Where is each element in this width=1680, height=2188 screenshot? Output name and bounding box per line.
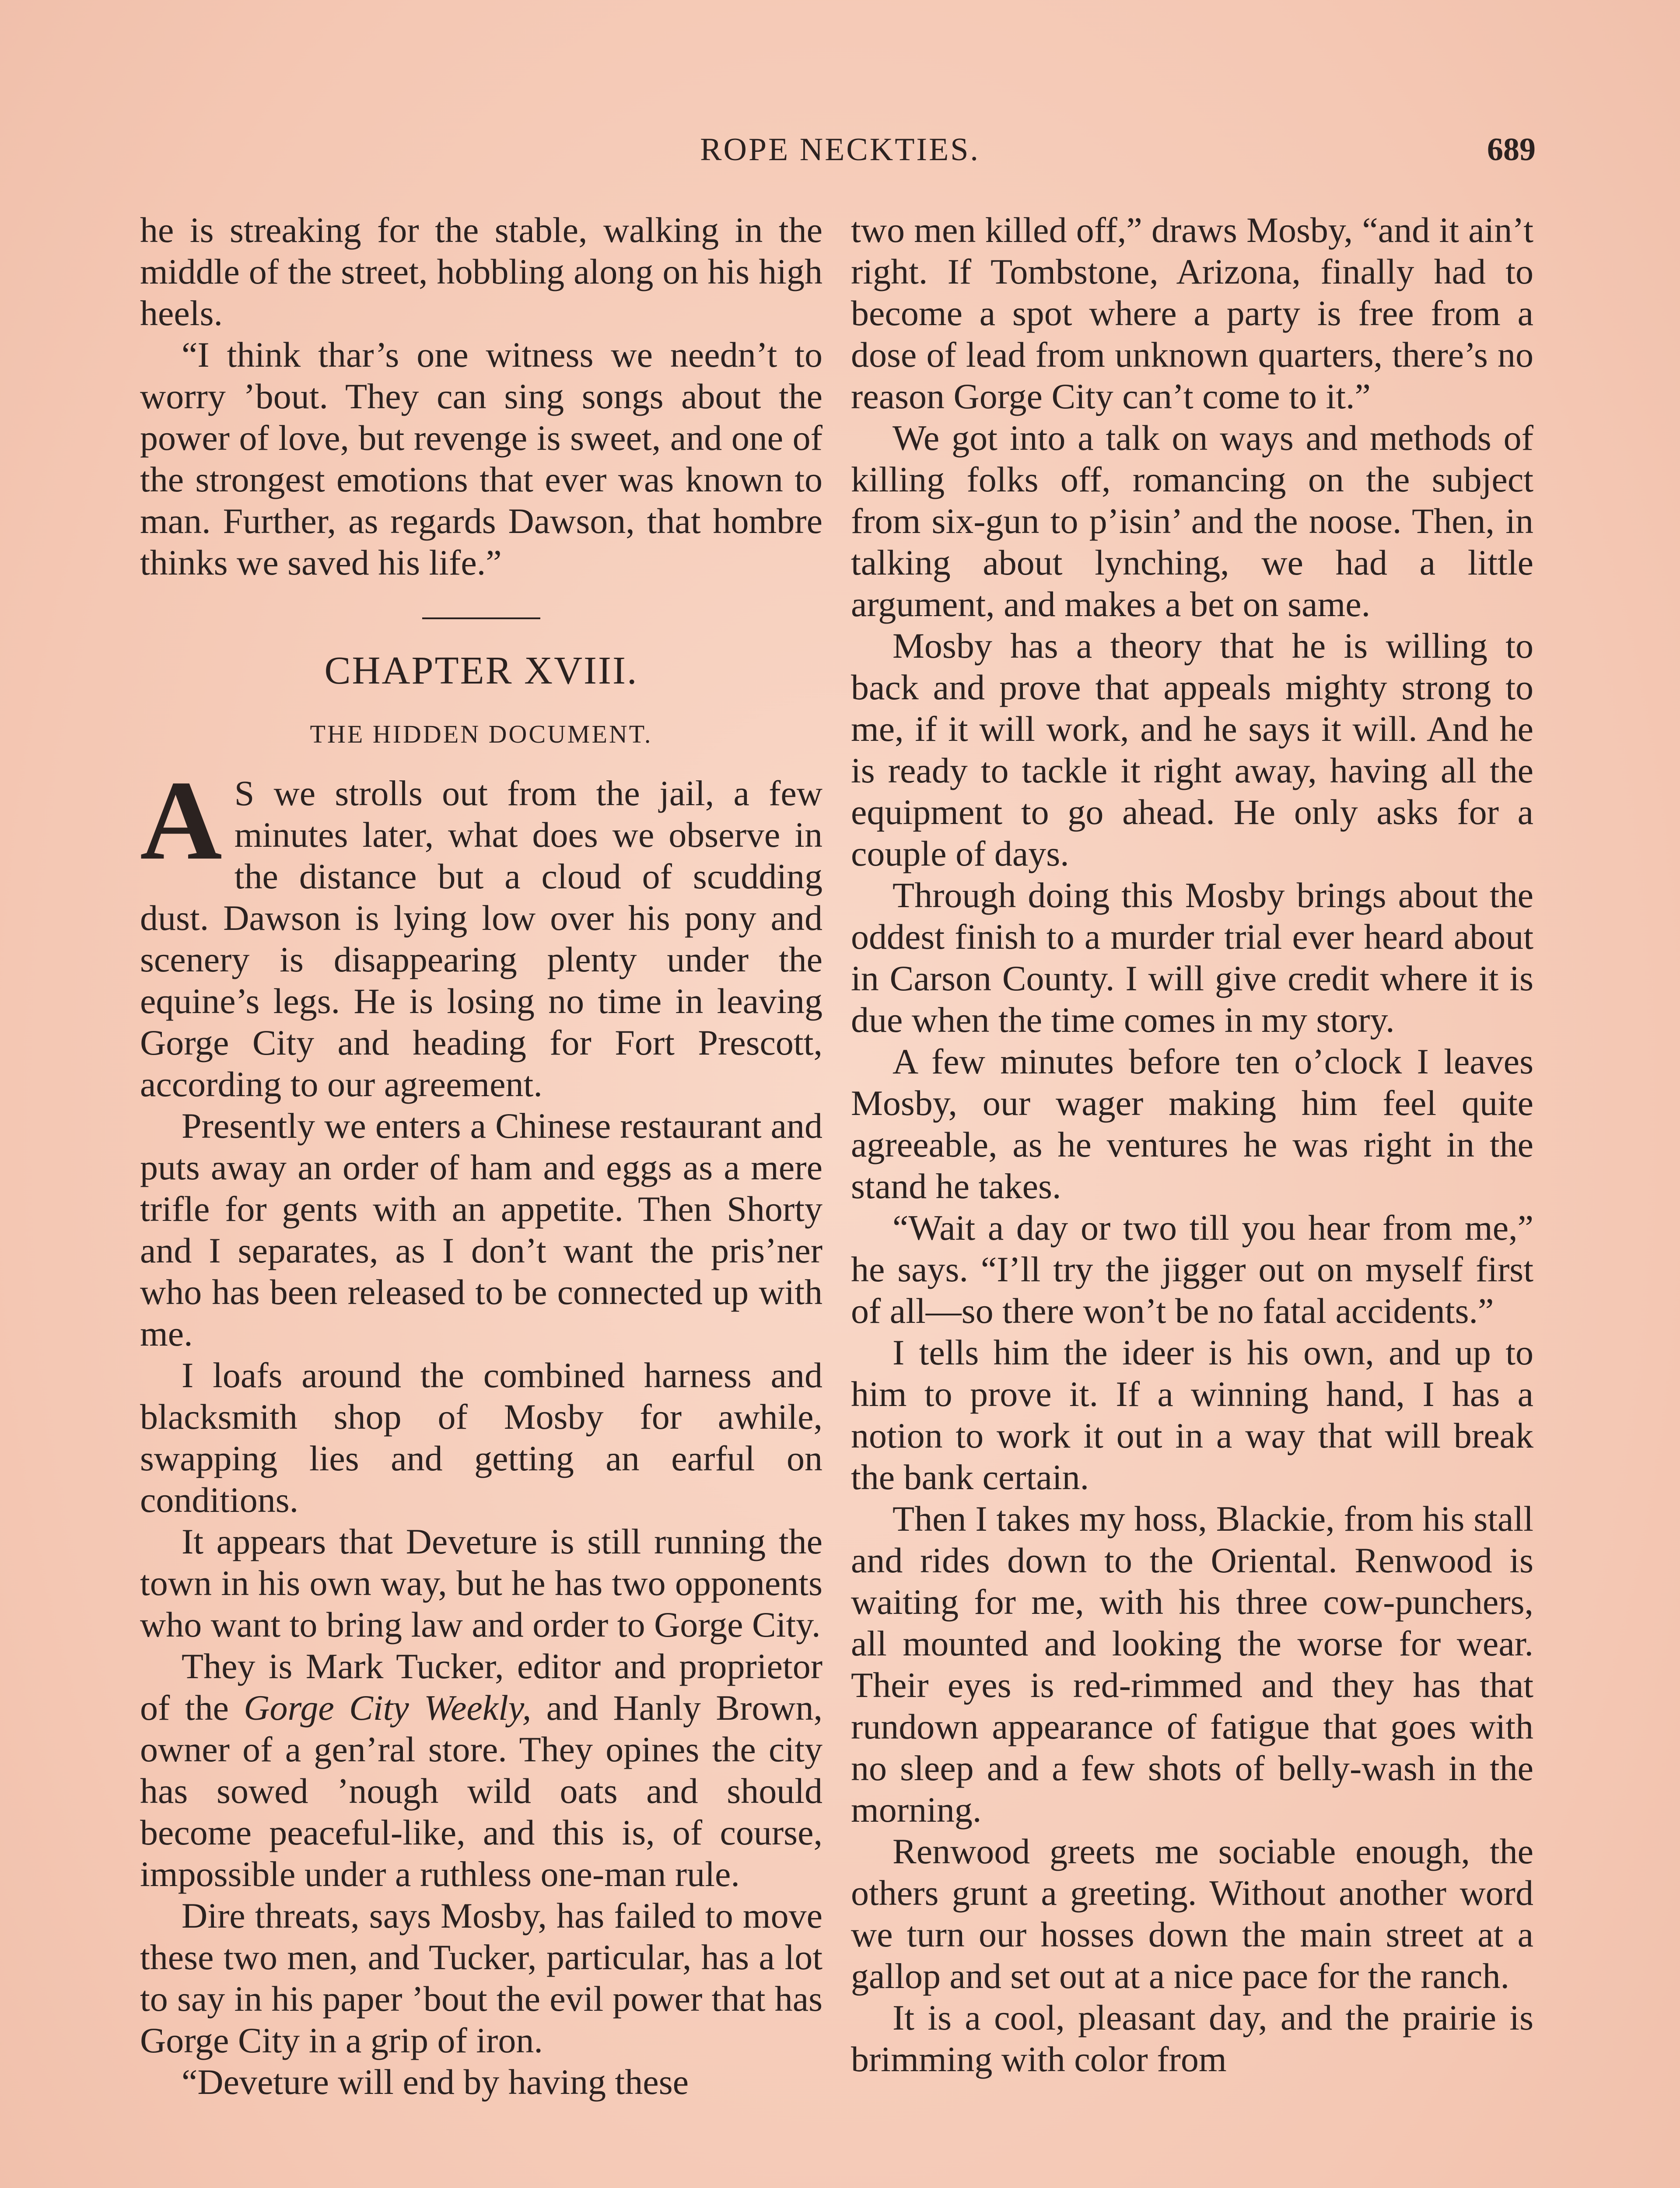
paragraph: [140, 1645, 822, 1895]
paragraph: Presently we enters a Chinese restaurant and puts away an order of ham and eggs as a mere trifle for gents with an appetite. Then Shorty and I separates, as I don’t want the pris’ner who has been released to be connected up with me.: [140, 1106, 822, 1353]
paragraph: Dire threats, says Mosby, has failed to move these two men, and Tucker, particular, has a lot to say in his paper ’bout the evil power that has Gorge City in a grip of iron.: [140, 1896, 822, 2060]
paragraph: We got into a talk on ways and methods of killing folks off, romancing on the subject from six-gun to p’isin’ and the noose. Then, in talking about lynching, we had a little argument, and makes a bet on same.: [851, 418, 1533, 624]
opening-paragraph: [140, 757, 822, 1105]
chapter-title: CHAPTER XVIII.: [324, 649, 638, 692]
paragraph: It is a cool, pleasant day, and the prairie is brimming with color from: [851, 1998, 1533, 2079]
left-column: [140, 209, 822, 2103]
paragraph: “Deveture will end by having these: [182, 2062, 689, 2102]
paragraph: Renwood greets me sociable enough, the others grunt a greeting. Without another word we turn our hosses down the main street at a gallop and set out at a nice pace for the ranch.: [851, 1831, 1533, 1996]
publication-title: Gorge City Weekly,: [244, 1688, 532, 1728]
paragraph: Mosby has a theory that he is willing to back and prove that appeals mighty strong to me, if it will work, and he says it will. And he is ready to tackle it right away, having all the equipment to go ahead. He only asks for a couple of days.: [851, 626, 1533, 873]
paragraph: Then I takes my hoss, Blackie, from his stall and rides down to the Oriental. Renwood is waiting for me, with his three cow-punchers, all mounted and looking the worse for wear. Their eyes is red-rimmed and they has that rundown appearance of fatigue that goes with no sleep and a few shots of belly-wash in the morning.: [851, 1499, 1533, 1830]
paragraph: Through doing this Mosby brings about the oddest finish to a murder trial ever heard about in Carson County. I will give credit where it is due when the time comes in my story.: [851, 875, 1533, 1040]
section-divider: [422, 617, 540, 619]
paragraph: “I think thar’s one witness we needn’t to worry ’bout. They can sing songs about the power of love, but revenge is sweet, and one of the strongest emotions that ever was known to man. Further, as regards Dawson, that hombre thinks we saved his life.”: [140, 335, 822, 582]
paragraph-text: S we strolls out from the jail, a few minutes later, what does we observe in the distance but a cloud of scudding dust. Dawson is lying low over his pony and scenery is disappearing plenty under the equine’s legs. He is losing no time in leaving Gorge City and heading for Fort Prescott, according to our agreement.: [140, 773, 822, 1104]
paragraph: I loafs around the combined harness and blacksmith shop of Mosby for awhile, swapping lies and getting an earful on conditions.: [140, 1355, 822, 1520]
right-column: [851, 209, 1533, 2080]
paragraph: It appears that Deveture is still running the town in his own way, but he has two opponents who want to bring law and order to Gorge City.: [140, 1522, 822, 1645]
running-head: ROPE NECKTIES.: [700, 132, 980, 168]
paragraph: I tells him the ideer is his own, and up to him to prove it. If a winning hand, I has a notion to work it out in a way that will break the bank certain.: [851, 1332, 1533, 1497]
page-number: 689: [1487, 132, 1536, 168]
paragraph: “Wait a day or two till you hear from me,” he says. “I’ll try the jigger out on myself first of all—so there won’t be no fatal accidents.”: [851, 1208, 1533, 1331]
paragraph: A few minutes before ten o’clock I leaves Mosby, our wager making him feel quite agreeable, as he ventures he was right in the stand he takes.: [851, 1041, 1533, 1206]
page-header: [144, 131, 1536, 184]
paragraph: two men killed off,” draws Mosby, “and it ain’t right. If Tombstone, Arizona, finally had to become a spot where a party is free from a dose of lead from unknown quarters, there’s no reason Gorge City can’t come to it.”: [851, 210, 1533, 416]
paragraph-text: and Hanly Brown, owner of a gen’ral store. They opines the city has sowed ’nough wild oats and should become peaceful-like, and this is, of course, impossible under a ruthless one-man rule.: [140, 1688, 822, 1894]
drop-cap: A: [140, 757, 222, 884]
paragraph-text: They is Mark Tucker, editor and proprietor of the: [140, 1646, 822, 1728]
paragraph: he is streaking for the stable, walking in the middle of the street, hobbling along on his high heels.: [140, 210, 822, 333]
chapter-subtitle: THE HIDDEN DOCUMENT.: [310, 720, 653, 748]
